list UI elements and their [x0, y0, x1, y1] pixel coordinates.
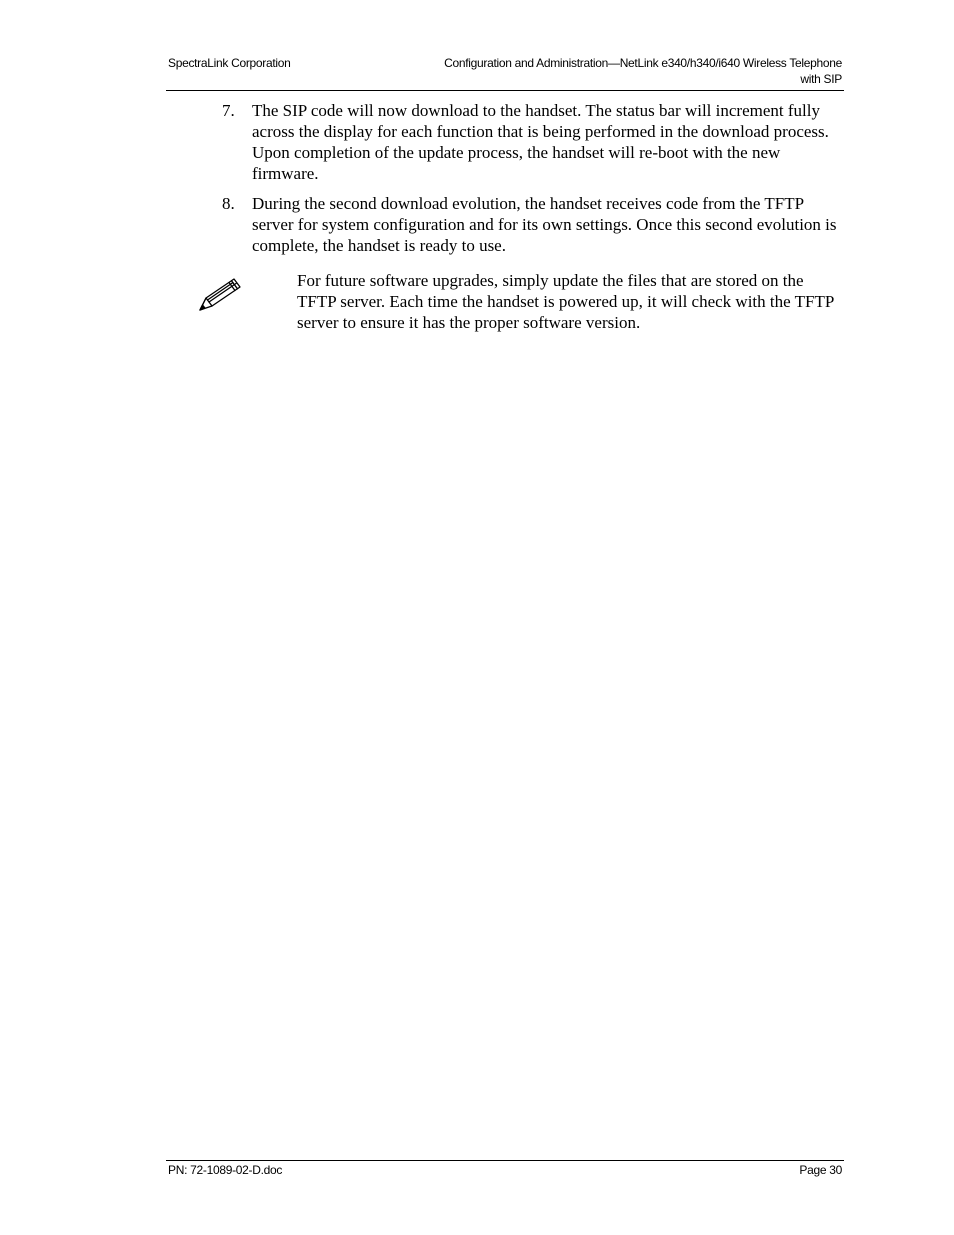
step-item	[222, 100, 842, 184]
footer-page-number: Page 30	[799, 1163, 842, 1177]
header-title-line1: Configuration and Administration—NetLink e340/h340/i640 Wireless Telephone	[444, 56, 842, 70]
note-text: For future software upgrades, simply update the files that are stored on the TFTP server. Each time the handset is powered up, it will check with the TFTP server to ensure it has the proper software version.	[297, 271, 834, 332]
step-number: 7.	[222, 101, 235, 120]
step-list	[222, 100, 842, 265]
footer-rule	[166, 1160, 844, 1161]
header-rule	[166, 90, 844, 91]
header-company: SpectraLink Corporation	[168, 56, 291, 70]
step-text: The SIP code will now download to the handset. The status bar will increment fully across the display for each function that is being performed in the download process. Upon completion of the update process, the handset will re-boot with the new firmware.	[252, 101, 829, 183]
header-title-line2: with SIP	[800, 72, 842, 86]
step-item	[222, 193, 842, 256]
pencil-icon	[196, 276, 244, 314]
header-title	[382, 55, 842, 87]
step-number: 8.	[222, 194, 235, 213]
step-text: During the second download evolution, the handset receives code from the TFTP server for system configuration and for its own settings. Once this second evolution is complete, the handset is ready to use.	[252, 194, 837, 255]
footer-part-number: PN: 72-1089-02-D.doc	[168, 1163, 283, 1177]
